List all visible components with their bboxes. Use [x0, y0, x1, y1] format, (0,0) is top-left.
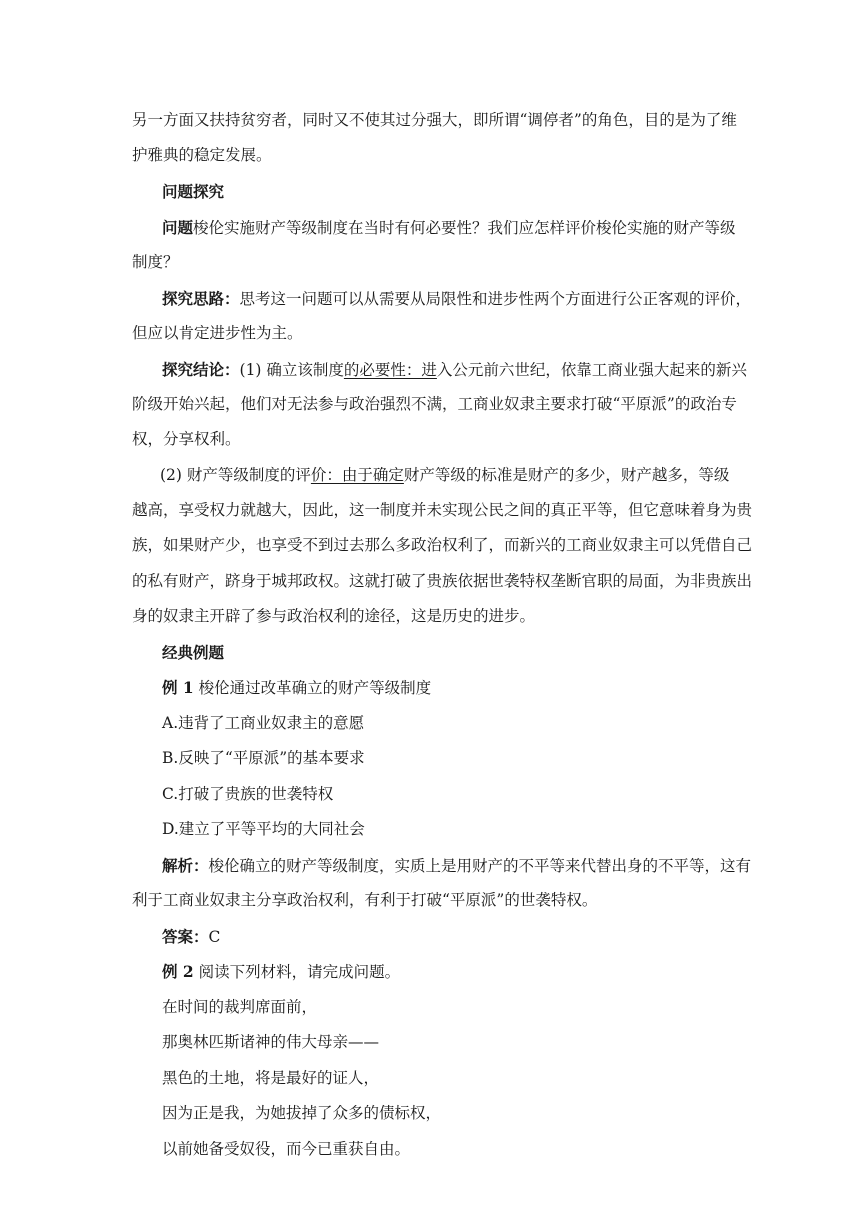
example-1-stem: 例 1 梭伦通过改革确立的财产等级制度 — [162, 678, 432, 697]
example-1-label: 例 1 — [162, 678, 194, 697]
approach-label: 探究思路： — [162, 289, 240, 308]
section-heading-inquiry: 问题探究 — [162, 182, 225, 201]
answer-label: 答案： — [162, 927, 209, 946]
question-line-2: 制度？ — [132, 253, 179, 271]
conclusion-line-1: 探究结论：(1) 确立该制度的必要性：进入公元前六世纪，依靠工商业强大起来的新兴 — [162, 360, 747, 379]
poem-line: 黑色的土地，将是最好的证人， — [162, 1069, 380, 1087]
example-1-option-d: D.建立了平等平均的大同社会 — [162, 820, 365, 838]
conclusion-label: 探究结论： — [162, 360, 240, 379]
example-1-analysis-line-2: 利于工商业奴隶主分享政治权利，有利于打破“平原派”的世袭特权。 — [132, 891, 598, 909]
intro-line-1: 另一方面又扶持贫穷者，同时又不使其过分强大，即所谓“调停者”的角色，目的是为了维 — [132, 111, 737, 129]
poem-line: 那奥林匹斯诸神的伟大母亲—— — [162, 1033, 380, 1051]
answer-value: C — [208, 928, 221, 946]
poem-line: 因为正是我，为她拔掉了众多的债标权， — [162, 1104, 442, 1122]
example-1-option-c: C.打破了贵族的世袭特权 — [162, 785, 334, 803]
poem-line: 在时间的裁判席面前， — [162, 998, 318, 1016]
approach-line-2: 但应以肯定进步性为主。 — [132, 324, 303, 342]
conclusion-line-6: 族，如果财产少，也享受不到过去那么多政治权利了，而新兴的工商业奴隶主可以凭借自己 — [132, 536, 753, 554]
analysis-label: 解析： — [162, 856, 209, 875]
conclusion-line-7: 的私有财产，跻身于城邦政权。这就打破了贵族依据世袭特权垄断官职的局面，为非贵族出 — [132, 572, 753, 590]
conclusion-line-3: 权，分享权利。 — [132, 430, 241, 448]
conclusion-line-8: 身的奴隶主开辟了参与政治权利的途径，这是历史的进步。 — [132, 607, 536, 625]
example-1-answer — [162, 919, 762, 955]
example-1-analysis-line-1: 解析：梭伦确立的财产等级制度，实质上是用财产的不平等来代替出身的不平等，这有 — [162, 856, 752, 875]
conclusion-line-5: 越高，享受权力就越大，因此，这一制度并未实现公民之间的真正平等，但它意味着身为贵 — [132, 501, 753, 519]
question-label: 问题 — [162, 218, 194, 237]
example-1-option-a: A.违背了工商业奴隶主的意愿 — [162, 714, 365, 732]
conclusion-line-4: (2) 财产等级制度的评价：由于确定财产等级的标准是财产的多少，财产越多，等级 — [160, 466, 730, 484]
poem-line: 以前她备受奴役，而今已重获自由。 — [162, 1140, 411, 1158]
section-heading-examples: 经典例题 — [162, 643, 225, 662]
intro-line-2: 护雅典的稳定发展。 — [132, 146, 272, 164]
example-1-option-b: B.反映了“平原派”的基本要求 — [162, 749, 365, 767]
conclusion-line-2: 阶级开始兴起，他们对无法参与政治强烈不满，工商业奴隶主要求打破“平原派”的政治专 — [132, 395, 737, 413]
example-2-stem: 例 2 阅读下列材料，请完成问题。 — [162, 962, 401, 981]
approach-line-1: 探究思路：思考这一问题可以从需要从局限性和进步性两个方面进行公正客观的评价， — [162, 289, 752, 308]
question-line-1: 问题梭伦实施财产等级制度在当时有何必要性？我们应怎样评价梭伦实施的财产等级 — [162, 218, 736, 237]
example-2-label: 例 2 — [162, 962, 194, 981]
